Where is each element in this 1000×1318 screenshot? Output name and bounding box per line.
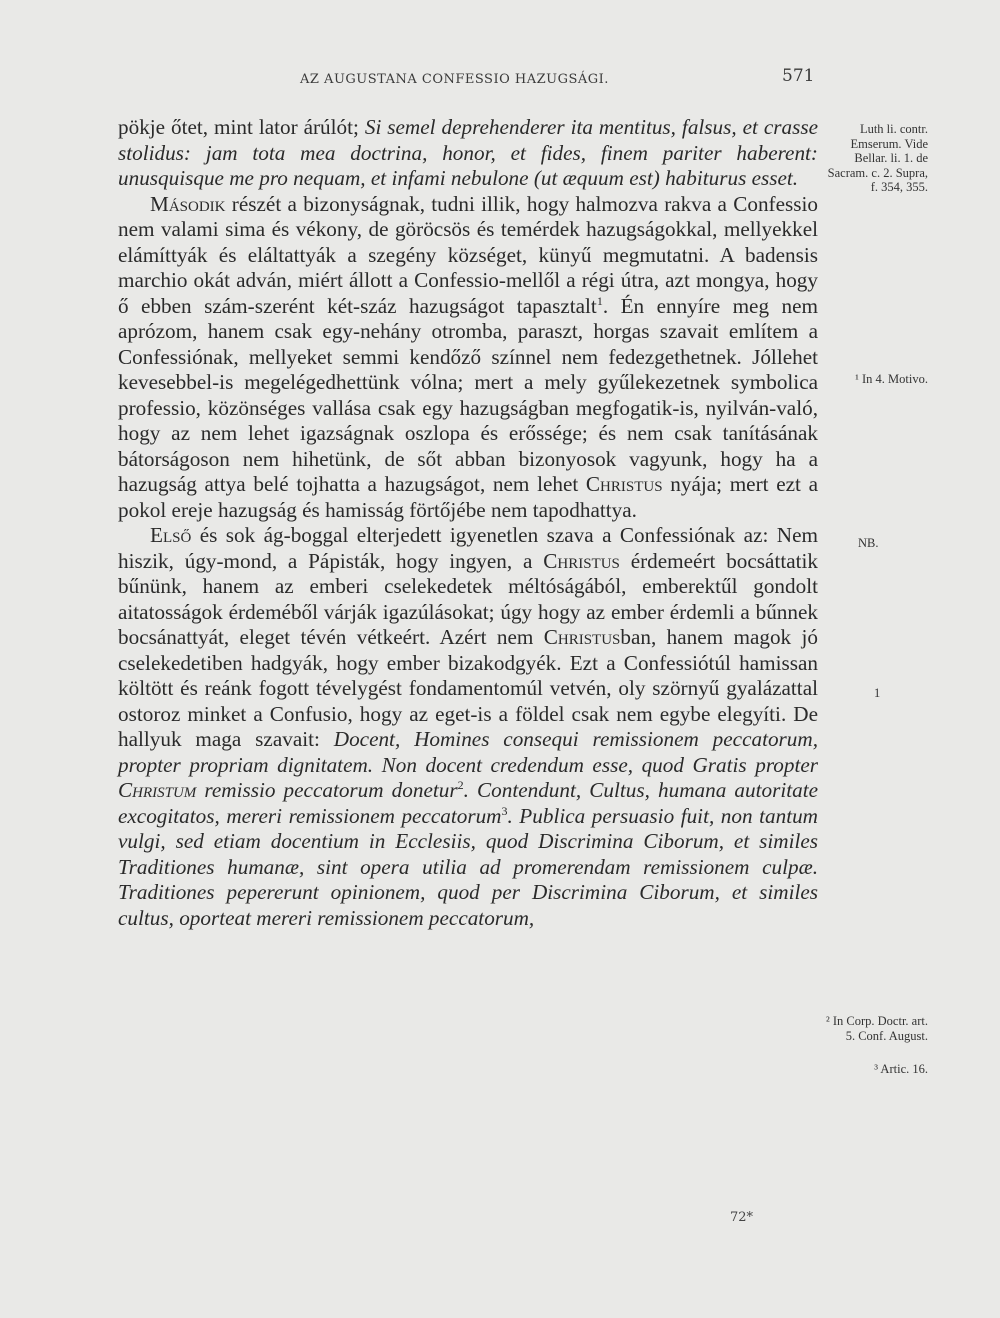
margin-note-1: Luth li. contr. Emserum. Vide Bellar. li. 1. de Sacram. c. 2. Supra, f. 354, 355. xyxy=(827,122,928,194)
small-caps-word: Christum xyxy=(118,778,197,802)
latin-quote: Docent, Homines consequi remissionem peccatorum, propter propriam dignitatem. Non docent credendum esse, quod Gratis propter xyxy=(118,727,818,777)
small-caps-word: Christus xyxy=(585,472,663,496)
text-run: és sok ág-boggal elterjedett igyenetlen szava a Confessiónak az: Nem hiszik, úgy-mond, a Pápisták, hogy ingyen, a xyxy=(118,523,818,573)
margin-note-5: ² In Corp. Doctr. art. 5. Conf. August. xyxy=(826,1014,928,1043)
latin-quote: remissio peccatorum donetur xyxy=(196,778,458,802)
paragraph-1 xyxy=(118,115,818,192)
small-caps-word: Christus xyxy=(543,625,621,649)
main-text xyxy=(118,115,818,931)
margin-note-6: ³ Artic. 16. xyxy=(874,1062,928,1076)
text-run: nyája; mert ezt a pokol ereje hazugság és hamisság förtőjébe nem tapodhattya. xyxy=(118,472,818,522)
latin-quote: . Contendunt, Cultus, humana autoritate excogitatos, mereri remissionem peccatorum xyxy=(118,778,818,828)
latin-quote: Si semel deprehenderer ita mentitus, falsus, et crasse stolidus: jam tota mea doctrina, honor, et fides, finem pariter haberent: unusquisque me pro nequam, et infami nebulone (ut æquum est) habiturus esset. xyxy=(118,115,818,190)
small-caps-word: Második xyxy=(150,191,226,216)
text-run: érdemeért bocsáttatik bűnünk, hanem az emberi cselekedetek méltóságából, emberektűl gondolt aitatosságok érdeméből várják igazúlásokat; úgy hogy az ember érdemli a bűnnek bocsánattyát, eleget tévén vétkeért. Azért nem xyxy=(118,548,818,649)
text-run: ban, hanem magok jó cselekedetiben hadgyák, hogy ember bizakodgyék. Ezt a Confessiótúl hamissan költött és reánk fogott tévelygést fondamentomúl vetvén, oly szörnyű gyalázattal ostoroz minket a Confusio, hogy az eget-is a földel csak nem egybe elegyíti. De hallyuk maga szavait: xyxy=(118,625,818,751)
footnote-ref: 2 xyxy=(457,777,464,792)
footnote-ref: 3 xyxy=(501,803,508,818)
footnote-ref: 1 xyxy=(596,293,603,308)
text-run: pökje őtet, mint lator árúlót; xyxy=(118,115,365,139)
small-caps-word: Christus xyxy=(543,548,620,573)
running-head: AZ AUGUSTANA CONFESSIO HAZUGSÁGI. xyxy=(300,72,609,87)
page-header xyxy=(0,64,1000,94)
page-number: 571 xyxy=(782,66,815,86)
margin-note-4: 1 xyxy=(874,686,881,700)
paragraph-3 xyxy=(118,523,818,931)
margin-note-2: ¹ In 4. Motivo. xyxy=(855,372,928,386)
signature-mark: 72* xyxy=(730,1210,754,1225)
latin-quote: . Publica persuasio fuit, non tantum vulgi, sed etiam docentium in Ecclesiis, quod Discrimina Ciborum, et similes Traditiones humanæ, sint opera utilia ad promerendam remissionem culpæ. Traditiones pepererunt opinionem, quod per Discrimina Ciborum, et similes cultus, oporteat mereri remissionem peccatorum, xyxy=(118,803,818,930)
text-run: részét a bizonyságnak, tudni illik, hogy halmozva rakva a Confessio nem valami sima és vékony, de göröcsös és temérdek hazugságokkal, mellyekkel elámíttyák és eláltattyák a szegény községet, künyű megmutatni. A badensis marchio okát adván, miért állott a Confessio-mellől a régi útra, azt mongya, hogy ő ebben szám-szerént két-száz hazugságot tapasztalt xyxy=(118,191,818,318)
paragraph-2 xyxy=(118,192,818,524)
text-run: . Én ennyíre meg nem aprózom, hanem csak egy-nehány otromba, paraszt, horgas szavait említem a Confessiónak, mellyeket semmi kendőző színnel nem fedezgethetnek. Jóllehet kevesebbel-is megelégedhettünk vólna; mert a mely gyűlekezetnek symbolica professio, közönséges vallása csak egy hazugságban megfogatik-is, nyilván-való, hogy az nem lehet igazságnak oszlopa és erőssége; és nem csak tanításának bátorságoson nem hihetünk, de sőt abban bizonyosok vagyunk, hogy ha a hazugság attya belé tojhatta a hazugságot, nem lehet xyxy=(118,293,818,496)
small-caps-word: Első xyxy=(150,523,192,547)
margin-note-3: NB. xyxy=(858,536,879,550)
